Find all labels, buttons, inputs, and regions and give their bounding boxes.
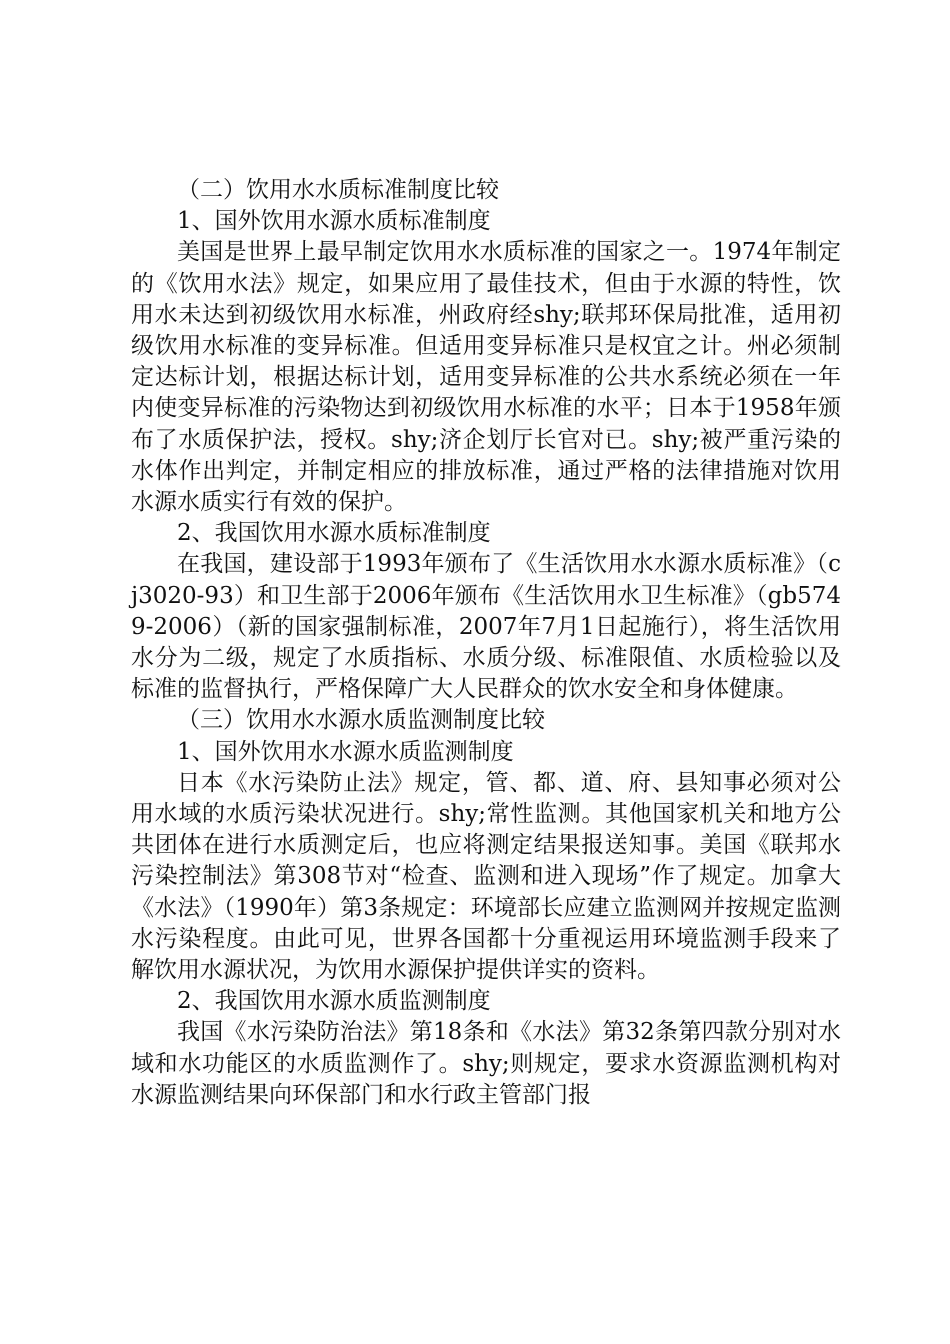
section-heading-3: （三）饮用水水源水质监测制度比较 [177,707,545,734]
subheading-foreign-monitoring: 1、国外饮用水水源水质监测制度 [177,738,514,765]
paragraph-us-japan-standards: 美国是世界上最早制定饮用水水质标准的国家之一。1974年制定的《饮用水法》规定，如果应用了最佳技术，但由于水源的特性，饮用水未达到初级饮用水标准，州政府经shy;联邦环保局批准，适用初级饮用水标准的变异标准。但适用变异标准只是权宜之计。州必须制定达标计划，根据达标计划，适用变异标准的公共水系统必须在一年内使变异标准的污染物达到初级饮用水标准的水平；日本于1958年颁布了水质保护法，授权。shy;济企划厅长官对已。shy;被严重污染的水体作出判定，并制定相应的排放标准，通过严格的法律措施对饮用水源水质实行有效的保护。 [131,239,841,516]
subheading-domestic-monitoring: 2、我国饮用水源水质监测制度 [177,988,491,1015]
paragraph-china-standards: 在我国，建设部于1993年颁布了《生活饮用水水源水质标准》（cj3020-93）和卫生部于2006年颁布《生活饮用水卫生标准》（gb5749-2006）（新的国家强制标准，2007年7月1日起施行），将生活饮用水分为二级，规定了水质指标、水质分级、标准限值、水质检验以及标准的监督执行，严格保障广大人民群众的饮水安全和身体健康。 [131,551,841,703]
section-heading-2: （二）饮用水水质标准制度比较 [177,177,499,203]
document-body [131,175,841,1111]
subheading-foreign-standards: 1、国外饮用水源水质标准制度 [177,208,491,235]
subheading-domestic-standards: 2、我国饮用水源水质标准制度 [177,520,491,547]
paragraph-foreign-monitoring: 日本《水污染防止法》规定，管、都、道、府、县知事必须对公用水域的水质污染状况进行。shy;常性监测。其他国家机关和地方公共团体在进行水质测定后，也应将测定结果报送知事。美国《联邦水污染控制法》第308节对“检查、监测和进入现场”作了规定。加拿大《水法》（1990年）第3条规定：环境部长应建立监测网并按规定监测水污染程度。由此可见，世界各国都十分重视运用环境监测手段来了解饮用水源状况，为饮用水源保护提供详实的资料。 [131,769,841,984]
paragraph-china-monitoring: 我国《水污染防治法》第18条和《水法》第32条第四款分别对水域和水功能区的水质监测作了。shy;则规定，要求水资源监测机构对水源监测结果向环保部门和水行政主管部门报 [131,1019,841,1108]
